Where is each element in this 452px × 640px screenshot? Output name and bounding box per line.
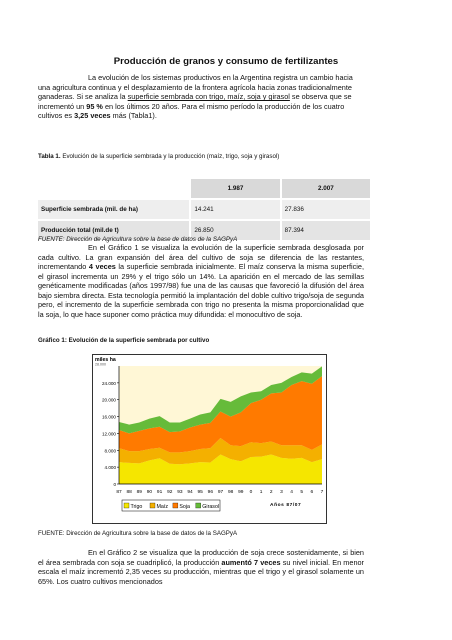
x-tick-label: 92 xyxy=(167,490,173,495)
legend-label: Girasol xyxy=(202,504,220,510)
y-tick-label: 16.000 xyxy=(101,414,116,420)
table-row-label: Superficie sembrada (mil. de ha) xyxy=(38,200,190,219)
text: La evolución de los sistemas productivos en la Argentina registra un cambio hacia una agricultura continua y el desplazamiento de la frontera agrícola hacia zonas tradicionalmente ganaderas. Si se analiza la xyxy=(38,73,353,102)
legend-swatch xyxy=(150,503,155,508)
underlined-text: superficie sembrada con trigo, maíz, soja y girasol xyxy=(127,92,290,102)
table-row-label: Producción total (mil.de t) xyxy=(38,221,190,240)
bold-text: aumentó 7 veces xyxy=(221,557,281,567)
x-tick-label: 2 xyxy=(269,490,273,495)
text: más (Tabla1). xyxy=(110,111,157,121)
x-tick-label: 95 xyxy=(197,490,203,495)
x-tick-label: 98 xyxy=(227,490,234,495)
legend-swatch xyxy=(173,503,178,508)
table-cell: 87.394 xyxy=(281,221,370,240)
text: En el Gráfico 2 se visualiza que la producción de soja crece sostenidamente, si bien el área sembrada con soja se cuadriplicó, la producción xyxy=(38,548,364,567)
legend-label: Trigo xyxy=(130,504,143,510)
chart-source: FUENTE: Dirección de Agricultura sobre la base de datos de la SAGPyA xyxy=(38,530,238,537)
text: su nivel inicial. En menor escala el maíz incrementó 2,35 veces su producción, mientras que el trigo y el girasol solamente un 65%. Los cuatro cultivos mencionados xyxy=(38,557,364,586)
chart-container xyxy=(92,354,327,524)
y-tick-label: 0 xyxy=(113,482,116,487)
table-source: FUENTE: Dirección de Agricultura sobre la base de datos de la SAGPyA xyxy=(38,236,238,243)
bold-text: 3,25 veces xyxy=(74,111,111,121)
table-header-row xyxy=(38,179,370,198)
legend-swatch xyxy=(124,503,129,508)
paragraph-grafico2 xyxy=(38,548,364,586)
bold-text: 95 % xyxy=(86,101,103,111)
y-axis-label: miles ha xyxy=(95,357,116,363)
x-tick-label: 91 xyxy=(156,490,163,495)
x-axis-label: Años 87/07 xyxy=(270,503,302,508)
table-superficie-produccion xyxy=(38,179,370,240)
x-tick-label: 89 xyxy=(136,490,142,495)
x-tick-label: 88 xyxy=(126,490,132,495)
bold-text: 4 veces xyxy=(88,262,116,272)
text: En el Gráfico 1 se visualiza la evolución de la superficie sembrada desglosada por cada cultivo. La gran expansión del área del cultivo de soja se diferencia de las restantes, incrementando xyxy=(38,243,364,272)
x-tick-label: 87 xyxy=(116,490,122,495)
table-header-cell: 2.007 xyxy=(281,179,370,198)
x-tick-label: 0 xyxy=(249,490,253,495)
text: en los últimos 20 años. Para el mismo período la producción de los cuatro cultivos es xyxy=(38,101,345,121)
page-title: Producción de granos y consumo de fertilizantes xyxy=(113,56,339,67)
table-header-cell: 1.987 xyxy=(190,179,280,198)
text: se observa que se incrementó un xyxy=(38,92,352,111)
legend-label: Maíz xyxy=(156,504,168,510)
area-chart xyxy=(92,354,327,524)
legend-label: Soja xyxy=(179,504,191,510)
x-tick-label: 93 xyxy=(177,490,183,495)
y-axis-sublabel: 28.000 xyxy=(95,362,106,367)
x-tick-label: 97 xyxy=(217,490,224,495)
x-tick-label: 99 xyxy=(238,490,244,495)
x-tick-label: 1 xyxy=(259,490,263,495)
legend-swatch xyxy=(196,503,201,508)
paragraph-grafico1 xyxy=(38,243,364,319)
table-cell: 14.241 xyxy=(190,200,280,219)
x-tick-label: 94 xyxy=(187,490,193,495)
table-caption: Tabla 1. Evolución de la superficie sembrada y la producción (maíz, trigo, soja y girasol) xyxy=(38,153,280,160)
x-tick-label: 90 xyxy=(146,490,153,495)
chart-caption: Gráfico 1: Evolución de la superficie sembrada por cultivo xyxy=(38,337,210,344)
y-tick-label: 20.000 xyxy=(101,397,116,403)
text: la superficie sembrada inicialmente. El maíz conserva la misma superficie, el girasol incrementa un 29% y el trigo sólo un 14%. La aparición en el mercado de las semillas genéticamente modificadas (años 1997/98) fue una de las causas que favoreció la difusión del área bajo siembra directa. Esta tecnología permitió la implantación del doble cultivo trigo/soja de segunda pero, el incremento de la superficie sembrada con trigo no presenta la misma proporcionalidad que la soja, lo que hace suponer como práctica muy difundida: el monocultivo de soja. xyxy=(38,262,364,319)
table-cell: 26.850 xyxy=(190,221,280,240)
y-tick-label: 12.000 xyxy=(101,431,116,437)
y-tick-label: 8.000 xyxy=(104,448,116,454)
x-tick-label: 7 xyxy=(320,490,324,495)
paragraph-intro xyxy=(38,73,364,121)
x-tick-label: 96 xyxy=(207,490,214,495)
x-tick-label: 3 xyxy=(280,490,283,495)
x-tick-label: 5 xyxy=(300,490,304,495)
x-tick-label: 4 xyxy=(290,490,293,495)
table-row xyxy=(38,200,370,219)
x-tick-label: 6 xyxy=(310,490,314,495)
table-cell: 27.836 xyxy=(281,200,370,219)
y-tick-label: 4.000 xyxy=(104,465,116,471)
y-tick-label: 24.000 xyxy=(101,380,116,386)
